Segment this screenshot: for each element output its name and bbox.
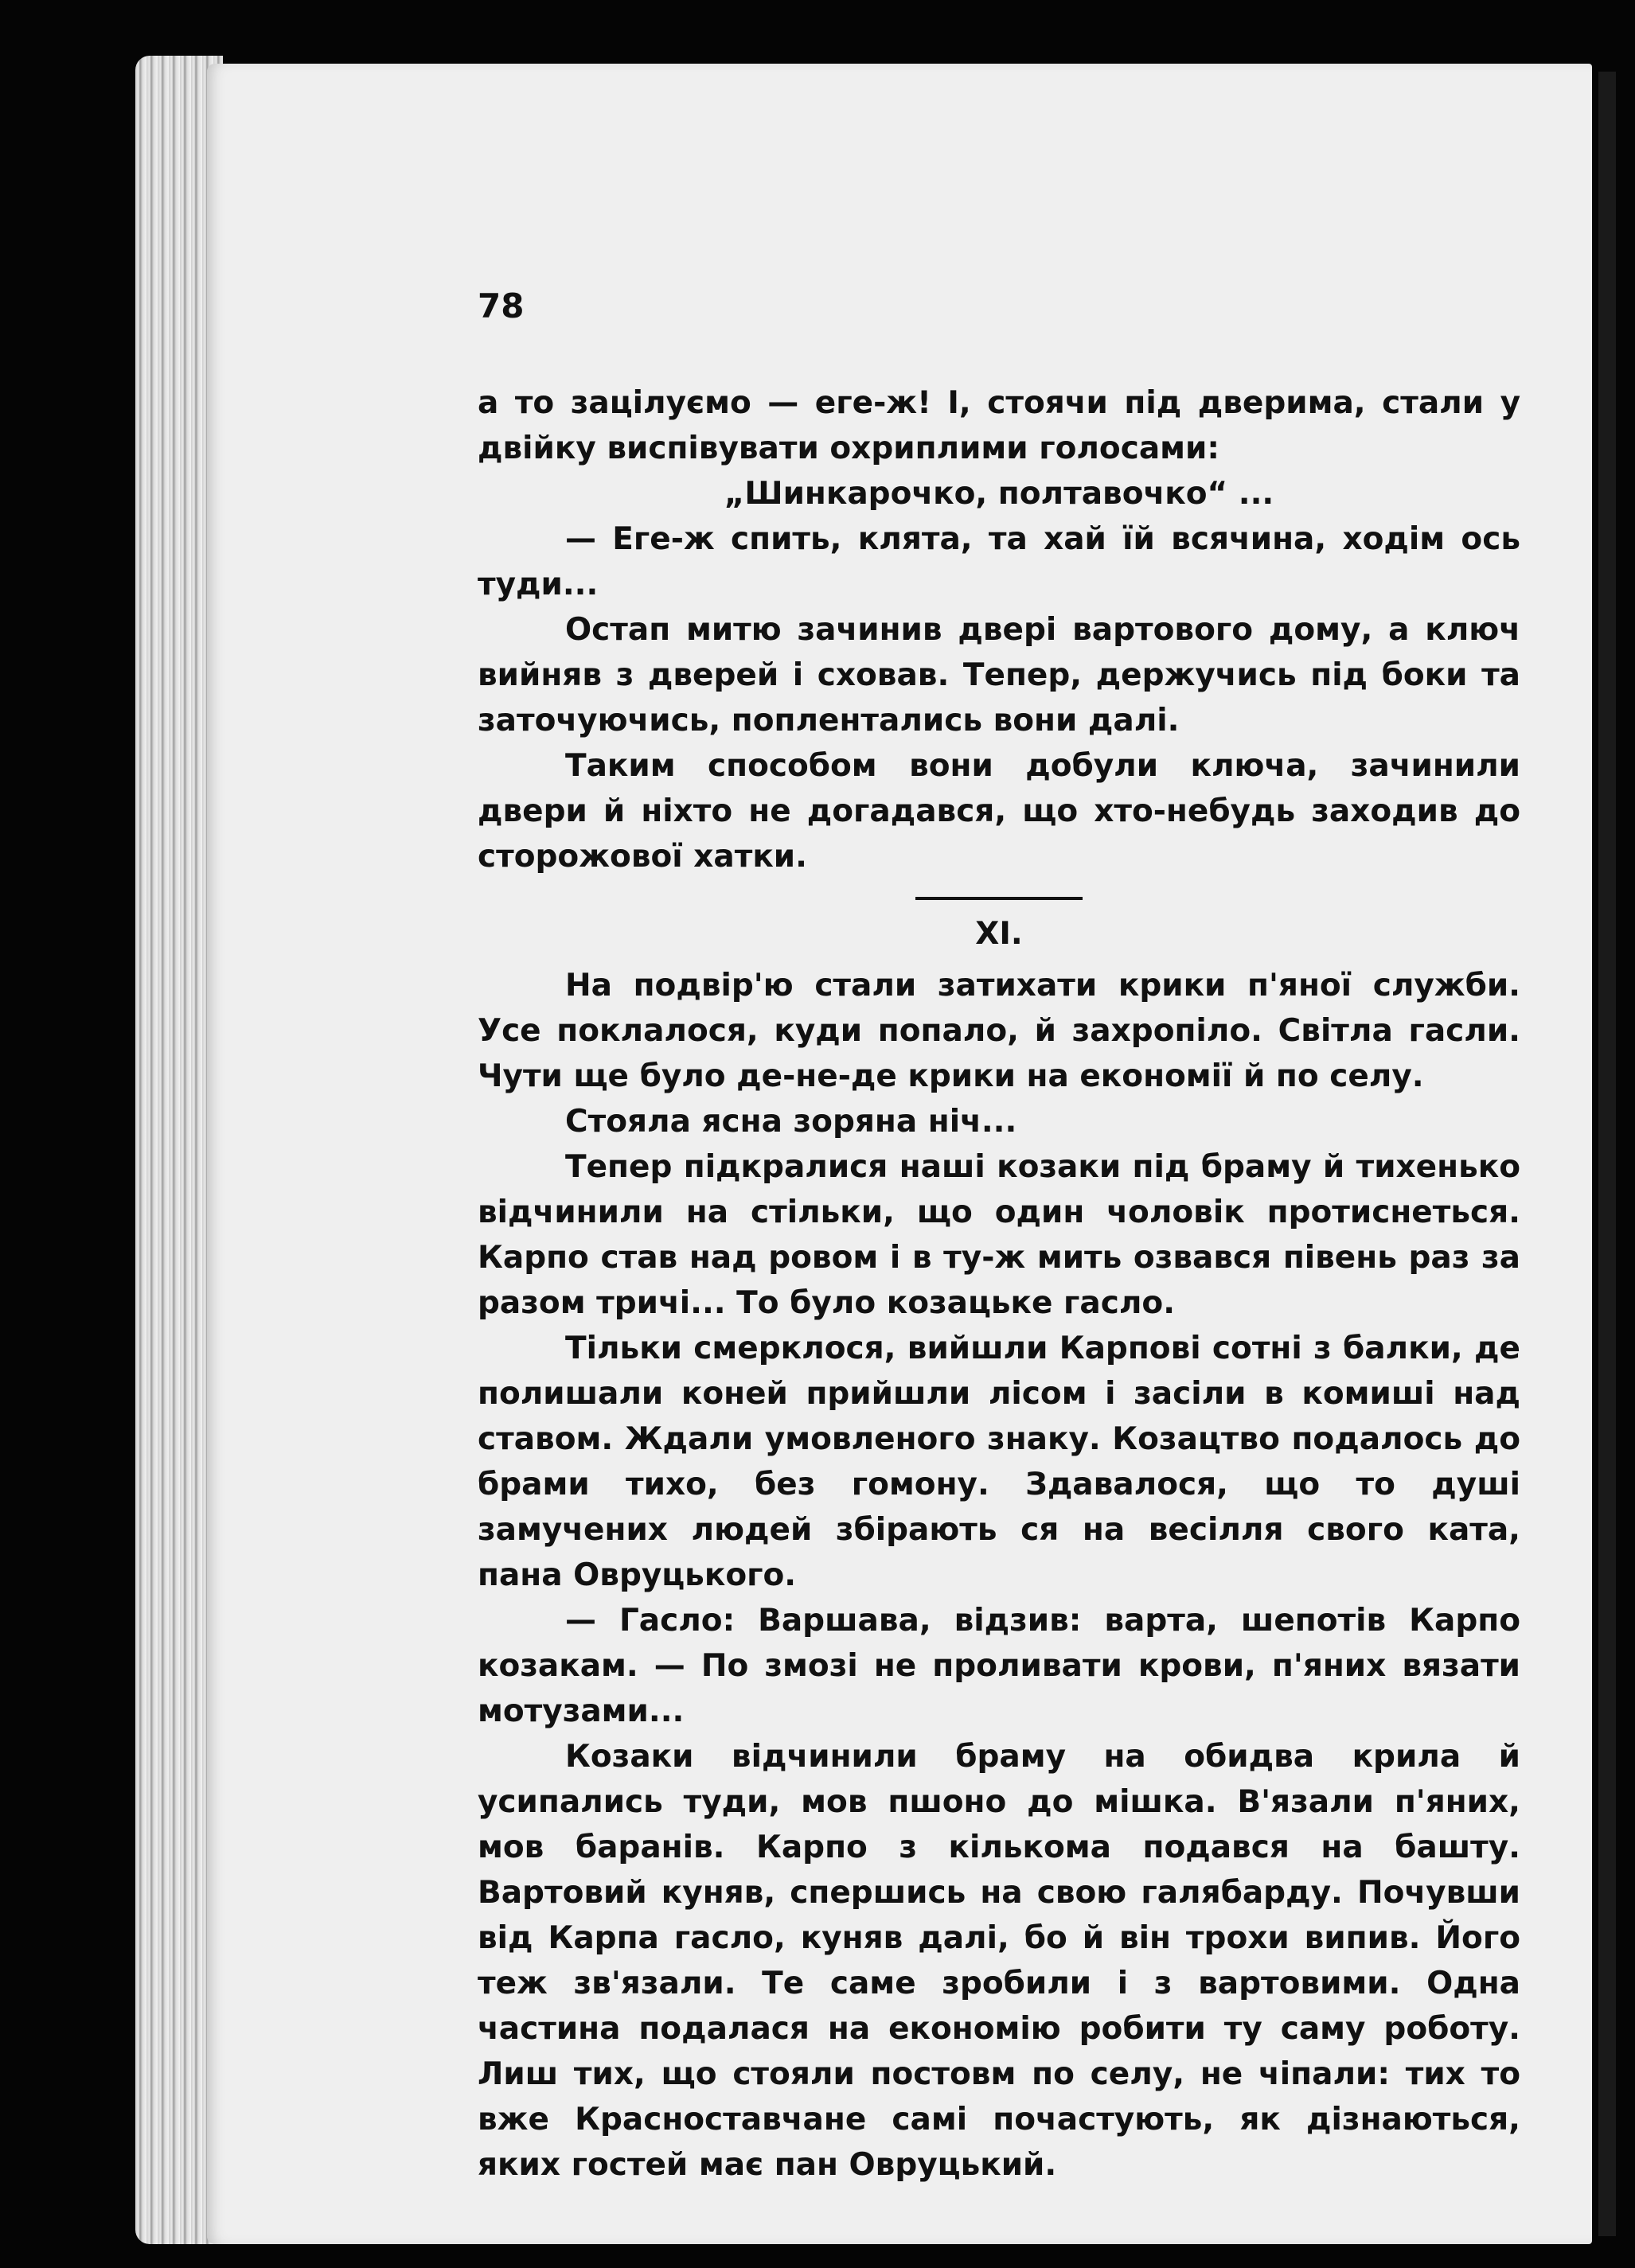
paragraph: Тепер підкралися наші козаки під браму й тихенько відчинили на стільки, що один чоловік протиснеться. Карпо став над ровом і в ту-ж мить озвався півень раз за разом тричі... То було козацьке гасло. — [478, 1149, 1520, 1321]
paragraph: Стояла ясна зоряна ніч... — [565, 1104, 1017, 1140]
paragraph: На подвір'ю стали затихати крики п'яної служби. Усе поклалося, куди попало, й захропіло. Світла гасли. Чути ще було де-не-де крики на економії й по селу. — [478, 968, 1520, 1094]
section-divider — [915, 897, 1083, 900]
song-line: „Шинкарочко, полтавочко“ ... — [724, 476, 1274, 512]
paragraph: Тільки смерклося, вийшли Карпові сотні з балки, де полишали коней прийшли лісом і засіли в комиші над ставом. Ждали умовленого знаку. Козацтво подалось до брами тихо, без гомону. Здавалося, що то душі замучених людей збірають ся на весілля свого ката, пана Овруцького. — [478, 1331, 1520, 1593]
paragraph: а то зацілуємо — еге-ж! І, стоячи під дверима, стали у двійку виспівувати охриплими голосами: — [478, 385, 1520, 466]
page-body — [478, 380, 1520, 2188]
paragraph: — Гасло: Варшава, відзив: варта, шепотів Карпо козакам. — По змозі не проливати крови, п'яних вязати мотузами... — [478, 1603, 1520, 1729]
chapter-title: ХІ. — [975, 916, 1023, 952]
paragraph: Таким способом вони добули ключа, зачинили двери й ніхто не догадався, що хто-небудь заходив до сторожової хатки. — [478, 748, 1520, 875]
paragraph: — Еге-ж спить, клята, та хай їй всячина, ходім ось туди... — [478, 521, 1520, 602]
paragraph: Козаки відчинили браму на обидва крила й усипались туди, мов пшоно до мішка. В'язали п'яних, мов баранів. Карпо з кількома подався на башту. Вартовий куняв, спершись на свою галябарду. Почувши від Карпа гасло, куняв далі, бо й він трохи випив. Його теж зв'язали. Те саме зробили і з вартовими. Одна частина подалася на економію робити ту саму роботу. Лиш тих, що стояли постовм по селу, не чіпали: тих то вже Красноставчане самі почастують, як дізнаються, яких гостей має пан Овруцький. — [478, 1739, 1520, 2183]
book-spine-shadow — [1598, 72, 1616, 2236]
page-number: 78 — [478, 286, 525, 325]
paragraph: Остап митю зачинив двері вартового дому, а ключ вийняв з дверей і сховав. Тепер, держучись під боки та заточуючись, поплентались вони далі. — [478, 612, 1520, 738]
